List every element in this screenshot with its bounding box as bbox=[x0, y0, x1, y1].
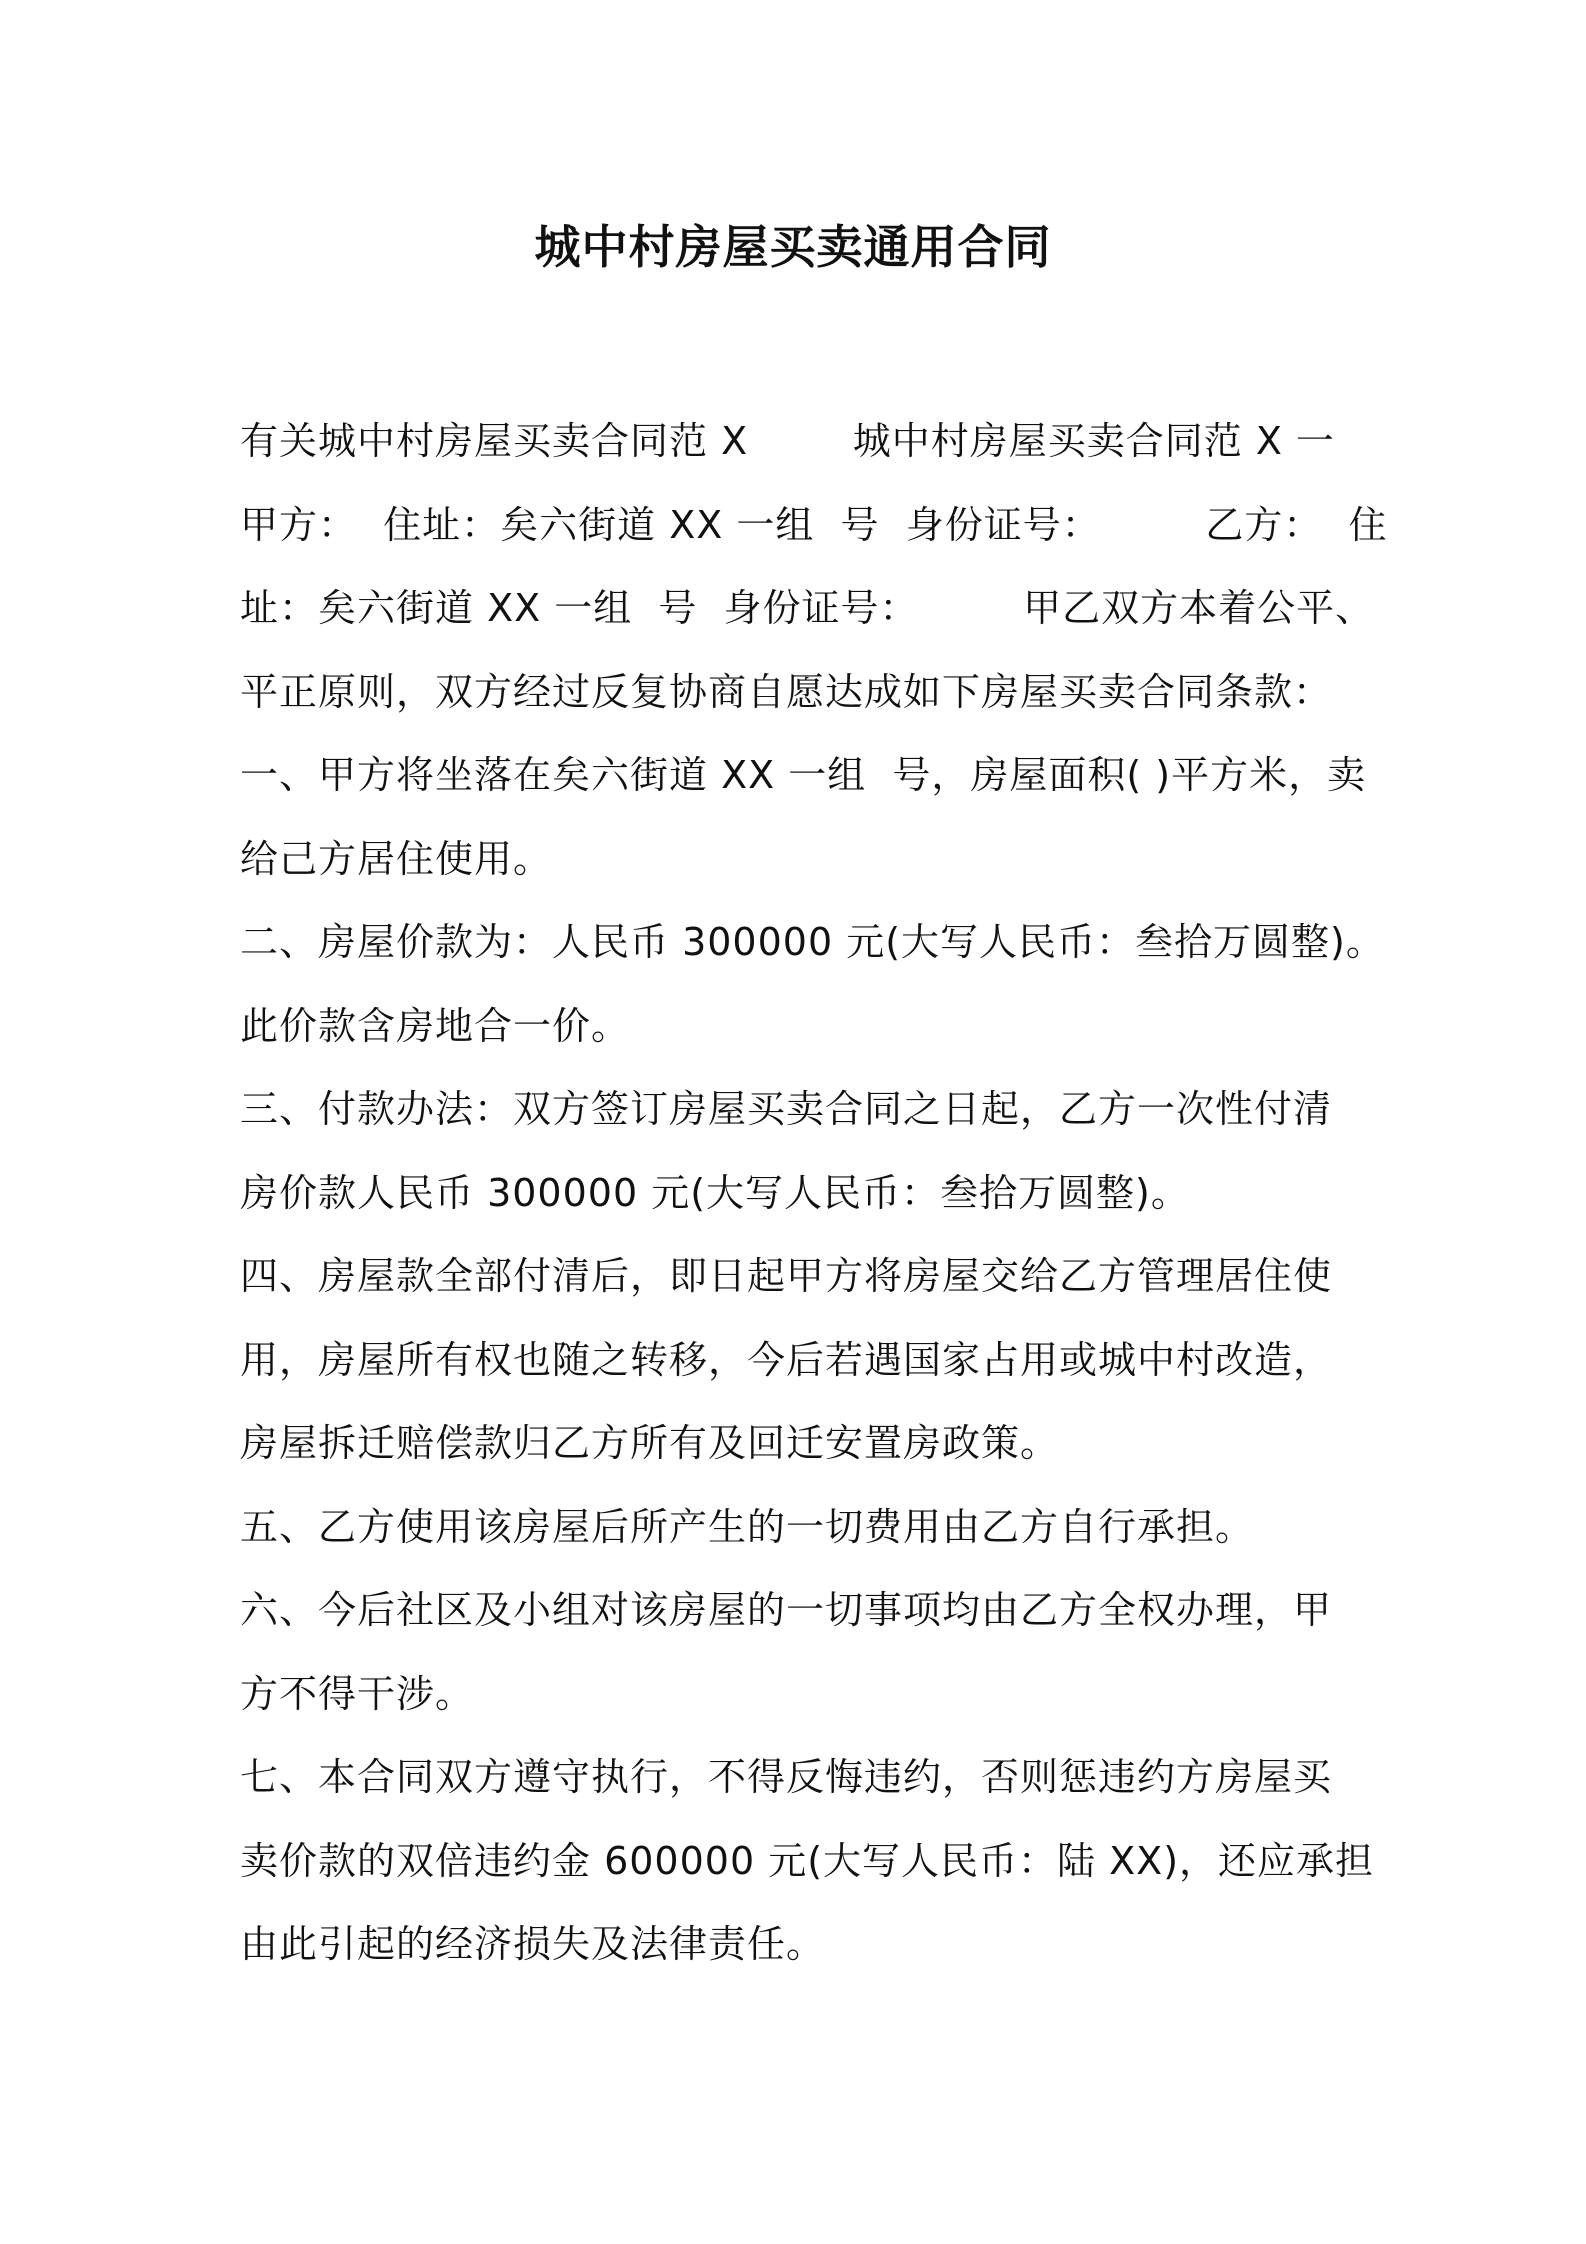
text-line: 甲方： 住址：矣六街道 XX 一组 号 身份证号： 乙方： 住 bbox=[240, 502, 1388, 547]
text-line: 由此引起的经济损失及法律责任。 bbox=[240, 1922, 826, 1966]
text-line: 方不得干涉。 bbox=[240, 1671, 475, 1716]
text-line: 三、付款办法：双方签订房屋买卖合同之日起，乙方一次性付清 bbox=[240, 1087, 1333, 1131]
text-line: 房屋拆迁赔偿款归乙方所有及回迁安置房政策。 bbox=[240, 1421, 1060, 1465]
text-line: 房价款人民币 300000 元(大写人民币：叁拾万圆整)。 bbox=[240, 1170, 1190, 1215]
document-body bbox=[240, 400, 1388, 1987]
text-line: 平正原则，双方经过反复协商自愿达成如下房屋买卖合同条款： bbox=[240, 669, 1333, 714]
text-line: 给己方居住使用。 bbox=[240, 836, 553, 881]
text-line: 此价款含房地合一价。 bbox=[240, 1003, 631, 1048]
text-line: 二、房屋价款为：人民币 300000 元(大写人民币：叁拾万圆整)。 bbox=[240, 920, 1385, 964]
text-line: 六、今后社区及小组对该房屋的一切事项均由乙方全权办理，甲 bbox=[240, 1588, 1333, 1632]
text-line: 用，房屋所有权也随之转移，今后若遇国家占用或城中村改造， bbox=[240, 1337, 1333, 1382]
text-line: 七、本合同双方遵守执行，不得反悔违约，否则惩违约方房屋买 bbox=[240, 1755, 1333, 1799]
text-line: 卖价款的双倍违约金 600000 元(大写人民币：陆 XX)，还应承担 bbox=[240, 1838, 1375, 1883]
text-line: 四、房屋款全部付清后，即日起甲方将房屋交给乙方管理居住使 bbox=[240, 1254, 1333, 1298]
document-title: 城中村房屋买卖通用合同 bbox=[534, 220, 1052, 274]
text-line: 五、乙方使用该房屋后所产生的一切费用由乙方自行承担。 bbox=[240, 1504, 1255, 1549]
text-line: 有关城中村房屋买卖合同范 X 城中村房屋买卖合同范 X 一 bbox=[240, 419, 1335, 463]
text-line: 一、甲方将坐落在矣六街道 XX 一组 号，房屋面积( )平方米，卖 bbox=[240, 753, 1367, 797]
text-line: 址：矣六街道 XX 一组 号 身份证号： 甲乙双方本着公平、 bbox=[240, 586, 1375, 630]
